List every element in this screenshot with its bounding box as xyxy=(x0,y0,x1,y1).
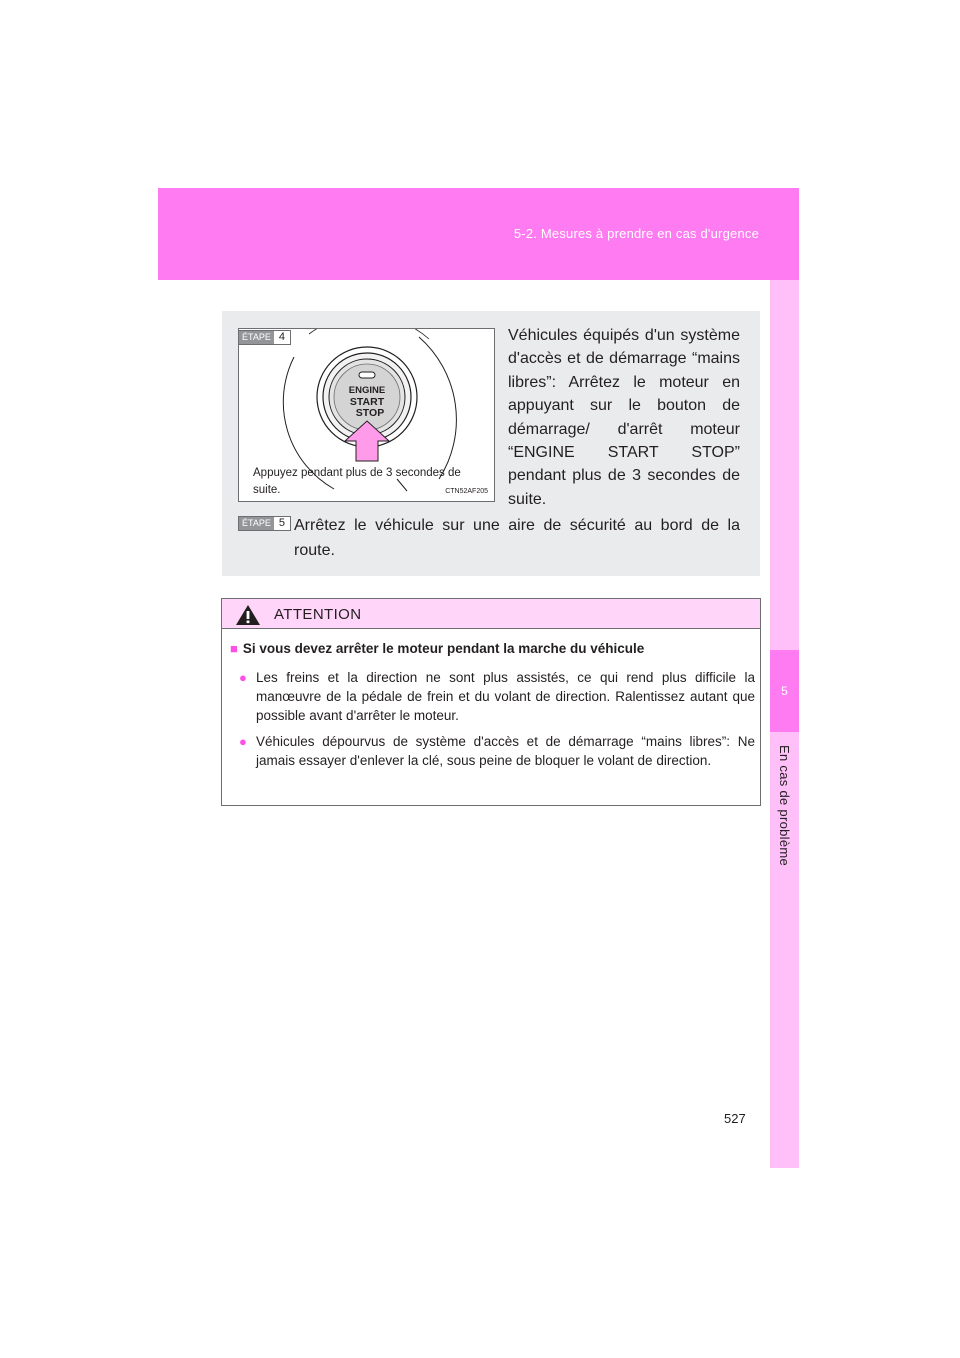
section-reference: 5-2. Mesures à prendre en cas d'urgence xyxy=(513,226,759,241)
engine-button-figure xyxy=(238,328,495,502)
attention-bullet-2 xyxy=(239,732,755,770)
step4-badge-number: 4 xyxy=(278,331,285,343)
square-bullet-icon: ■ xyxy=(230,641,238,656)
circle-bullet-icon: ● xyxy=(239,670,247,685)
figure-code: CTN52AF205 xyxy=(445,488,488,495)
header-band xyxy=(158,188,799,280)
step4-badge-label: ÉTAPE xyxy=(239,331,274,344)
step5-text: Arrêtez le véhicule sur une aire de sécurité au bord de la route. xyxy=(294,517,740,559)
step5-badge-number: 5 xyxy=(278,517,285,529)
step4-text: Véhicules équipés d'un système d'accès et de démarrage “mains libres”: Arrêtez le moteur en appuyant sur le bouton de démarrage/ d'arrêt moteur “ENGINE START STOP” pendant plus de 3 secondes de suite. xyxy=(508,327,740,508)
chapter-number-tab xyxy=(770,650,799,732)
attention-bullet-1-text: Les freins et la direction ne sont plus assistés, ce qui rend plus difficile la manœuvre de la pédale de frein et du volant de direction. Ralentissez autant que possible avant d'arrêter le moteur. xyxy=(256,670,755,723)
figure-caption: Appuyez pendant plus de 3 secondes de suite. xyxy=(253,467,461,496)
attention-heading-text: Si vous devez arrêter le moteur pendant la marche du véhicule xyxy=(242,641,645,656)
button-label-start: START xyxy=(349,396,385,408)
chapter-number: 5 xyxy=(781,684,788,698)
chapter-label: En cas de problème xyxy=(777,745,792,867)
attention-bullet-1 xyxy=(239,668,755,725)
step5-badge-label: ÉTAPE xyxy=(239,517,274,530)
button-label-engine: ENGINE xyxy=(348,385,386,396)
attention-bullet-2-text: Véhicules dépourvus de système d'accès et de démarrage “mains libres”: Ne jamais essayer d'enlever la clé, sous peine de bloquer le volant de direction. xyxy=(256,734,755,768)
attention-title: ATTENTION xyxy=(274,606,362,623)
step5-badge xyxy=(238,516,291,531)
page-number: 527 xyxy=(724,1111,746,1126)
attention-heading xyxy=(230,641,644,656)
step4-badge xyxy=(238,330,291,345)
chapter-side-tab xyxy=(770,280,799,1168)
attention-header xyxy=(222,599,760,629)
steps-box xyxy=(222,311,760,576)
attention-box xyxy=(221,598,761,806)
button-label-stop: STOP xyxy=(355,407,385,419)
warning-triangle-icon xyxy=(235,604,261,626)
circle-bullet-icon: ● xyxy=(239,734,247,749)
